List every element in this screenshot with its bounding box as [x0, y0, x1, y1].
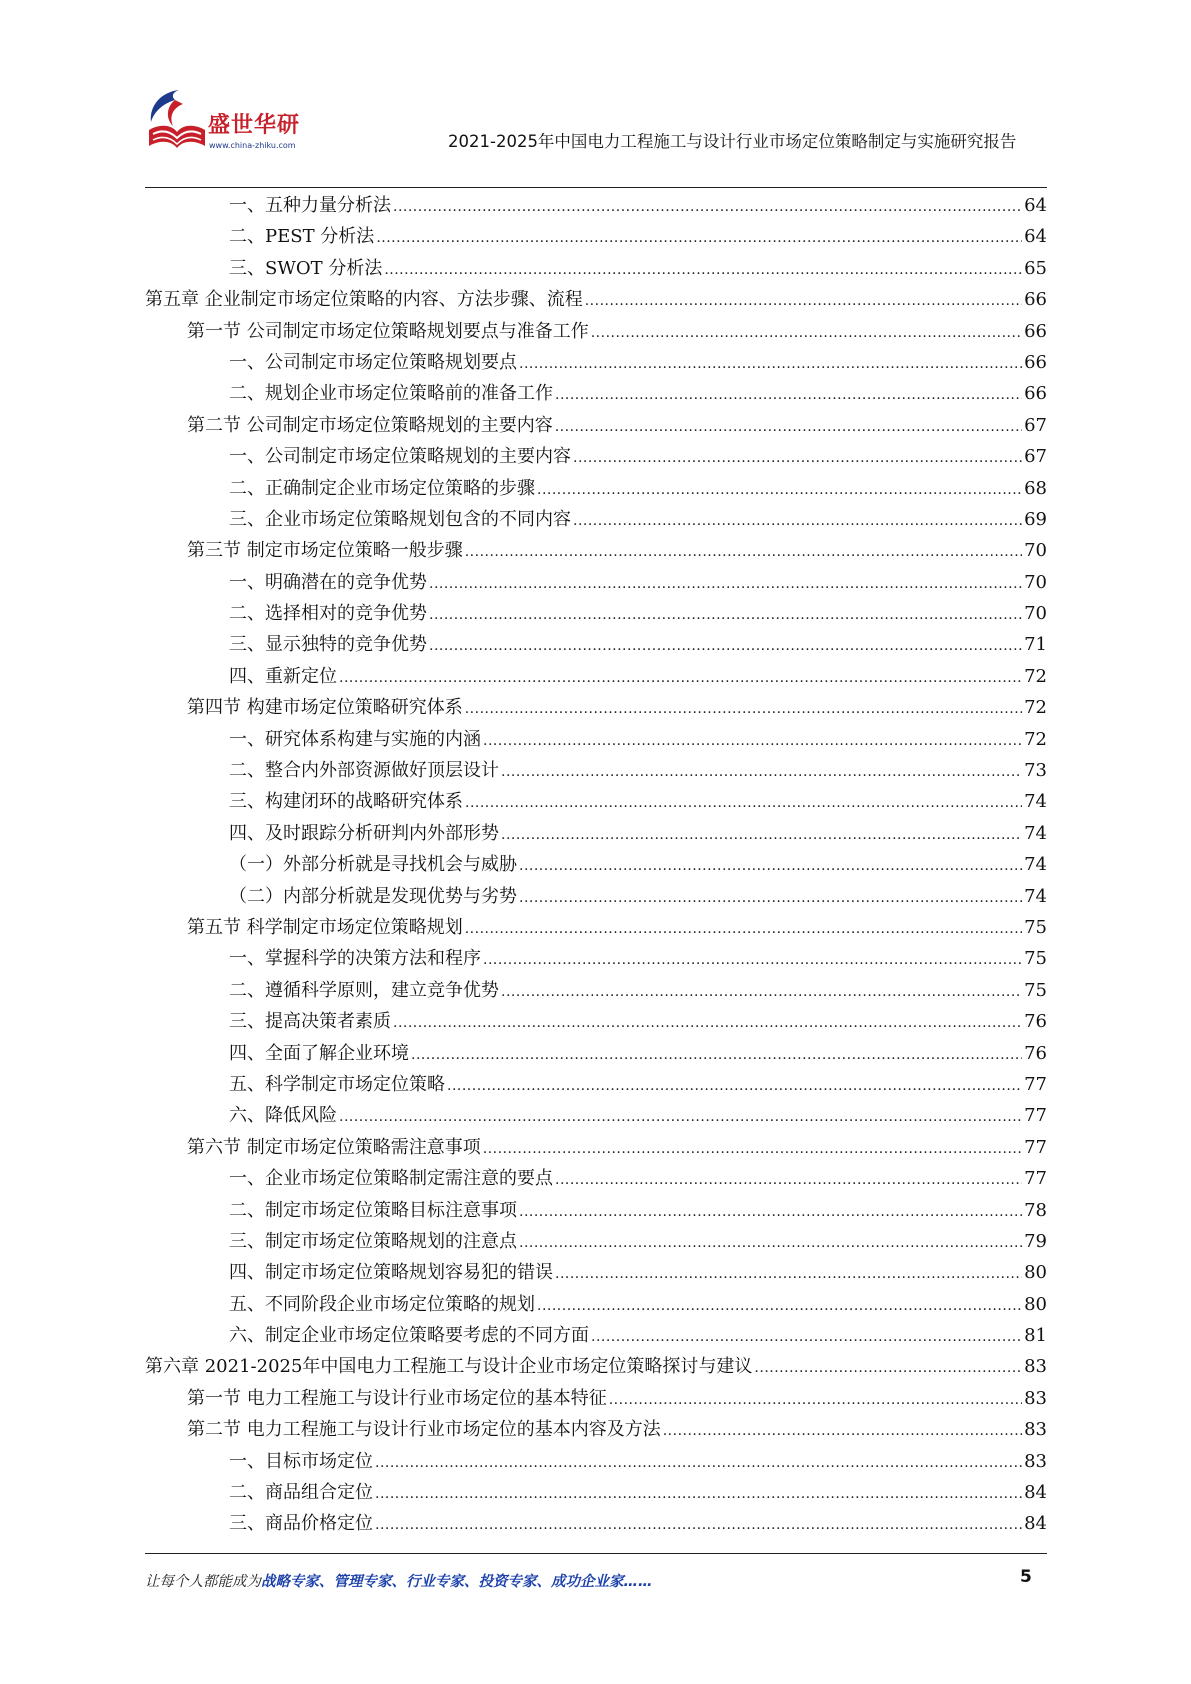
toc-entry-page: 66 [1024, 383, 1047, 405]
toc-entry-title: 第一节 电力工程施工与设计行业市场定位的基本特征 [187, 1387, 607, 1409]
toc-entry-page: 71 [1024, 634, 1047, 656]
toc-entry-title: 一、企业市场定位策略制定需注意的要点 [229, 1168, 553, 1190]
toc-entry[interactable] [145, 849, 1047, 880]
toc-entry-page: 66 [1024, 351, 1047, 373]
toc-dot-leader [393, 192, 1022, 223]
toc-entry[interactable] [145, 1038, 1047, 1069]
toc-entry-title: 一、公司制定市场定位策略规划要点 [229, 351, 517, 373]
toc-entry-title: 一、五种力量分析法 [229, 195, 391, 216]
toc-entry-page: 77 [1024, 1073, 1047, 1095]
footer-slogan-highlight: 战略专家、管理专家、行业专家、投资专家、成功企业家…… [261, 1574, 653, 1590]
toc-dot-leader [555, 380, 1022, 411]
toc-entry[interactable] [145, 692, 1047, 723]
toc-entry[interactable] [145, 284, 1047, 315]
toc-dot-leader [375, 1479, 1022, 1510]
toc-dot-leader [537, 1291, 1022, 1322]
toc-entry-page: 80 [1024, 1262, 1047, 1284]
toc-entry-page: 80 [1024, 1293, 1047, 1315]
footer-slogan [145, 1570, 653, 1591]
logo-name: 盛世华研 [208, 113, 301, 138]
toc-entry-title: 三、构建闭环的战略研究体系 [229, 791, 463, 813]
toc-entry[interactable] [145, 190, 1047, 221]
toc-entry[interactable] [145, 1446, 1047, 1477]
toc-entry-page: 76 [1024, 1011, 1047, 1033]
toc-entry-page: 64 [1024, 226, 1047, 248]
toc-entry[interactable] [145, 347, 1047, 378]
toc-entry[interactable] [145, 1414, 1047, 1445]
toc-entry-title: 六、降低风险 [229, 1105, 337, 1127]
toc-entry-title: 第五章 企业制定市场定位策略的内容、方法步骤、流程 [145, 289, 583, 311]
toc-entry[interactable] [145, 410, 1047, 441]
toc-dot-leader [519, 1197, 1022, 1228]
toc-entry[interactable] [145, 1320, 1047, 1351]
toc-entry[interactable] [145, 818, 1047, 849]
toc-entry-title: 一、研究体系构建与实施的内涵 [229, 728, 481, 750]
toc-dot-leader [555, 1259, 1022, 1290]
toc-entry-page: 70 [1024, 540, 1047, 562]
toc-entry-page: 73 [1024, 760, 1047, 782]
toc-entry-title: 第六节 制定市场定位策略需注意事项 [187, 1136, 481, 1158]
toc-dot-leader [375, 1448, 1022, 1479]
toc-entry-page: 66 [1024, 320, 1047, 342]
toc-entry-page: 68 [1024, 477, 1047, 499]
toc-entry[interactable] [145, 912, 1047, 943]
toc-entry[interactable] [145, 441, 1047, 472]
toc-entry-title: 二、正确制定企业市场定位策略的步骤 [229, 477, 535, 499]
page-number: 5 [1020, 1567, 1032, 1587]
toc-entry[interactable] [145, 598, 1047, 629]
toc-entry-page: 79 [1024, 1230, 1047, 1252]
toc-dot-leader [501, 977, 1022, 1008]
toc-dot-leader [447, 1071, 1022, 1102]
toc-dot-leader [501, 820, 1022, 851]
toc-entry-title: 第五节 科学制定市场定位策略规划 [187, 916, 463, 938]
toc-dot-leader [339, 663, 1022, 694]
toc-entry-title: 三、显示独特的竞争优势 [229, 634, 427, 656]
toc-dot-leader [465, 537, 1022, 568]
toc-entry-title: 一、明确潜在的竞争优势 [229, 571, 427, 593]
report-title: 2021-2025年中国电力工程施工与设计行业市场定位策略制定与实施研究报告 [448, 132, 1017, 151]
toc-entry-title: 四、制定市场定位策略规划容易犯的错误 [229, 1262, 553, 1284]
toc-dot-leader [339, 1102, 1022, 1133]
toc-dot-leader [429, 631, 1022, 662]
toc-dot-leader [384, 255, 1022, 286]
toc-entry-page: 83 [1024, 1356, 1047, 1378]
toc-dot-leader [663, 1416, 1022, 1447]
toc-entry-title: 二、选择相对的竞争优势 [229, 603, 427, 625]
toc-dot-leader [375, 1510, 1022, 1541]
toc-dot-leader [609, 1385, 1022, 1416]
toc-dot-leader [483, 1134, 1022, 1165]
toc-entry-page: 74 [1024, 822, 1047, 844]
toc-entry-page: 77 [1024, 1105, 1047, 1127]
toc-entry-page: 65 [1024, 257, 1047, 279]
toc-entry[interactable] [145, 1226, 1047, 1257]
toc-entry-title: 四、及时跟踪分析研判内外部形势 [229, 822, 499, 844]
toc-entry[interactable] [145, 755, 1047, 786]
toc-dot-leader [429, 600, 1022, 631]
toc-entry[interactable] [145, 1006, 1047, 1037]
toc-entry-page: 84 [1024, 1482, 1047, 1504]
toc-entry-page: 69 [1024, 508, 1047, 530]
toc-entry-title: 二、PEST 分析法 [229, 226, 375, 248]
toc-entry[interactable] [145, 1163, 1047, 1194]
table-of-contents [145, 190, 1047, 1540]
toc-entry-page: 77 [1024, 1136, 1047, 1158]
toc-entry-page: 70 [1024, 603, 1047, 625]
toc-dot-leader [573, 506, 1022, 537]
toc-entry-page: 66 [1024, 289, 1047, 311]
toc-dot-leader [429, 569, 1022, 600]
toc-entry-page: 67 [1024, 414, 1047, 436]
toc-entry-title: 三、提高决策者素质 [229, 1011, 391, 1033]
toc-entry-title: 二、商品组合定位 [229, 1482, 373, 1504]
toc-entry[interactable] [145, 629, 1047, 660]
toc-entry-page: 81 [1024, 1325, 1047, 1347]
toc-entry[interactable] [145, 378, 1047, 409]
toc-dot-leader [411, 1040, 1022, 1071]
toc-entry[interactable] [145, 881, 1047, 912]
logo-url: www.china-zhiku.com [209, 141, 296, 150]
toc-entry[interactable] [145, 1383, 1047, 1414]
toc-entry-title: 第四节 构建市场定位策略研究体系 [187, 697, 463, 719]
toc-entry[interactable] [145, 1289, 1047, 1320]
toc-entry-page: 64 [1024, 195, 1047, 216]
toc-entry[interactable] [145, 535, 1047, 566]
toc-entry-page: 72 [1024, 728, 1047, 750]
toc-entry-page: 72 [1024, 697, 1047, 719]
toc-entry-title: 二、遵循科学原则，建立竞争优势 [229, 979, 499, 1001]
toc-entry-title: 第二节 电力工程施工与设计行业市场定位的基本内容及方法 [187, 1419, 661, 1441]
toc-entry[interactable] [145, 567, 1047, 598]
toc-dot-leader [465, 914, 1022, 945]
toc-dot-leader [555, 412, 1022, 443]
toc-dot-leader [754, 1353, 1022, 1384]
toc-entry[interactable] [145, 1477, 1047, 1508]
toc-entry-page: 74 [1024, 885, 1047, 907]
toc-entry-page: 83 [1024, 1419, 1047, 1441]
toc-entry-page: 74 [1024, 854, 1047, 876]
toc-dot-leader [519, 349, 1022, 380]
toc-entry-page: 83 [1024, 1450, 1047, 1472]
toc-entry-title: 二、整合内外部资源做好顶层设计 [229, 760, 499, 782]
toc-entry-page: 70 [1024, 571, 1047, 593]
toc-entry-title: 六、制定企业市场定位策略要考虑的不同方面 [229, 1325, 589, 1347]
toc-dot-leader [573, 443, 1022, 474]
footer-slogan-prefix: 让每个人都能成为 [145, 1574, 261, 1590]
toc-entry-title: 五、不同阶段企业市场定位策略的规划 [229, 1293, 535, 1315]
toc-entry[interactable] [145, 253, 1047, 284]
toc-entry[interactable] [145, 943, 1047, 974]
toc-entry-page: 75 [1024, 948, 1047, 970]
toc-entry[interactable] [145, 316, 1047, 347]
toc-entry[interactable] [145, 504, 1047, 535]
toc-entry-page: 74 [1024, 791, 1047, 813]
footer-divider [145, 1553, 1047, 1554]
toc-entry-page: 77 [1024, 1168, 1047, 1190]
toc-entry-title: 第三节 制定市场定位策略一般步骤 [187, 540, 463, 562]
toc-entry-title: 第二节 公司制定市场定位策略规划的主要内容 [187, 414, 553, 436]
toc-entry[interactable] [145, 1100, 1047, 1131]
toc-entry-title: （二）内部分析就是发现优势与劣势 [229, 885, 517, 907]
header-divider [145, 187, 1047, 188]
toc-dot-leader [465, 788, 1022, 819]
toc-entry-title: 二、制定市场定位策略目标注意事项 [229, 1199, 517, 1221]
toc-entry-page: 75 [1024, 979, 1047, 1001]
toc-entry-page: 76 [1024, 1042, 1047, 1064]
toc-dot-leader [519, 1228, 1022, 1259]
toc-entry-title: 一、公司制定市场定位策略规划的主要内容 [229, 446, 571, 468]
toc-entry-page: 78 [1024, 1199, 1047, 1221]
toc-entry[interactable] [145, 724, 1047, 755]
toc-entry[interactable] [145, 786, 1047, 817]
toc-entry-title: 二、规划企业市场定位策略前的准备工作 [229, 383, 553, 405]
toc-entry[interactable] [145, 221, 1047, 252]
toc-entry[interactable] [145, 1069, 1047, 1100]
toc-dot-leader [519, 883, 1022, 914]
toc-entry[interactable] [145, 1257, 1047, 1288]
toc-entry-title: 一、目标市场定位 [229, 1450, 373, 1472]
toc-dot-leader [519, 851, 1022, 882]
toc-dot-leader [591, 1322, 1022, 1353]
toc-entry[interactable] [145, 1351, 1047, 1382]
toc-dot-leader [376, 223, 1022, 254]
toc-entry-page: 67 [1024, 446, 1047, 468]
toc-dot-leader [591, 318, 1022, 349]
toc-entry-page: 84 [1024, 1513, 1047, 1535]
toc-entry[interactable] [145, 661, 1047, 692]
toc-entry-page: 83 [1024, 1387, 1047, 1409]
toc-dot-leader [393, 1008, 1022, 1039]
toc-dot-leader [465, 694, 1022, 725]
toc-entry-page: 72 [1024, 665, 1047, 687]
toc-entry-title: 第六章 2021-2025年中国电力工程施工与设计企业市场定位策略探讨与建议 [145, 1356, 753, 1378]
toc-entry-title: 五、科学制定市场定位策略 [229, 1073, 445, 1095]
toc-dot-leader [537, 475, 1022, 506]
toc-entry-title: 三、企业市场定位策略规划包含的不同内容 [229, 508, 571, 530]
page-header [145, 78, 1047, 190]
toc-entry-title: （一）外部分析就是寻找机会与威胁 [229, 854, 517, 876]
toc-entry[interactable] [145, 975, 1047, 1006]
toc-dot-leader [585, 286, 1022, 317]
toc-entry-title: 第一节 公司制定市场定位策略规划要点与准备工作 [187, 320, 589, 342]
toc-entry[interactable] [145, 1132, 1047, 1163]
toc-entry-title: 三、SWOT 分析法 [229, 257, 383, 279]
toc-entry-title: 四、全面了解企业环境 [229, 1042, 409, 1064]
toc-entry-page: 75 [1024, 916, 1047, 938]
toc-entry[interactable] [145, 1195, 1047, 1226]
toc-entry[interactable] [145, 1508, 1047, 1539]
toc-entry-title: 三、商品价格定位 [229, 1513, 373, 1535]
toc-dot-leader [483, 945, 1022, 976]
toc-dot-leader [501, 757, 1022, 788]
toc-dot-leader [483, 726, 1022, 757]
toc-entry-title: 三、制定市场定位策略规划的注意点 [229, 1230, 517, 1252]
toc-dot-leader [555, 1165, 1022, 1196]
toc-entry-title: 一、掌握科学的决策方法和程序 [229, 948, 481, 970]
toc-entry-title: 四、重新定位 [229, 665, 337, 687]
toc-entry[interactable] [145, 473, 1047, 504]
